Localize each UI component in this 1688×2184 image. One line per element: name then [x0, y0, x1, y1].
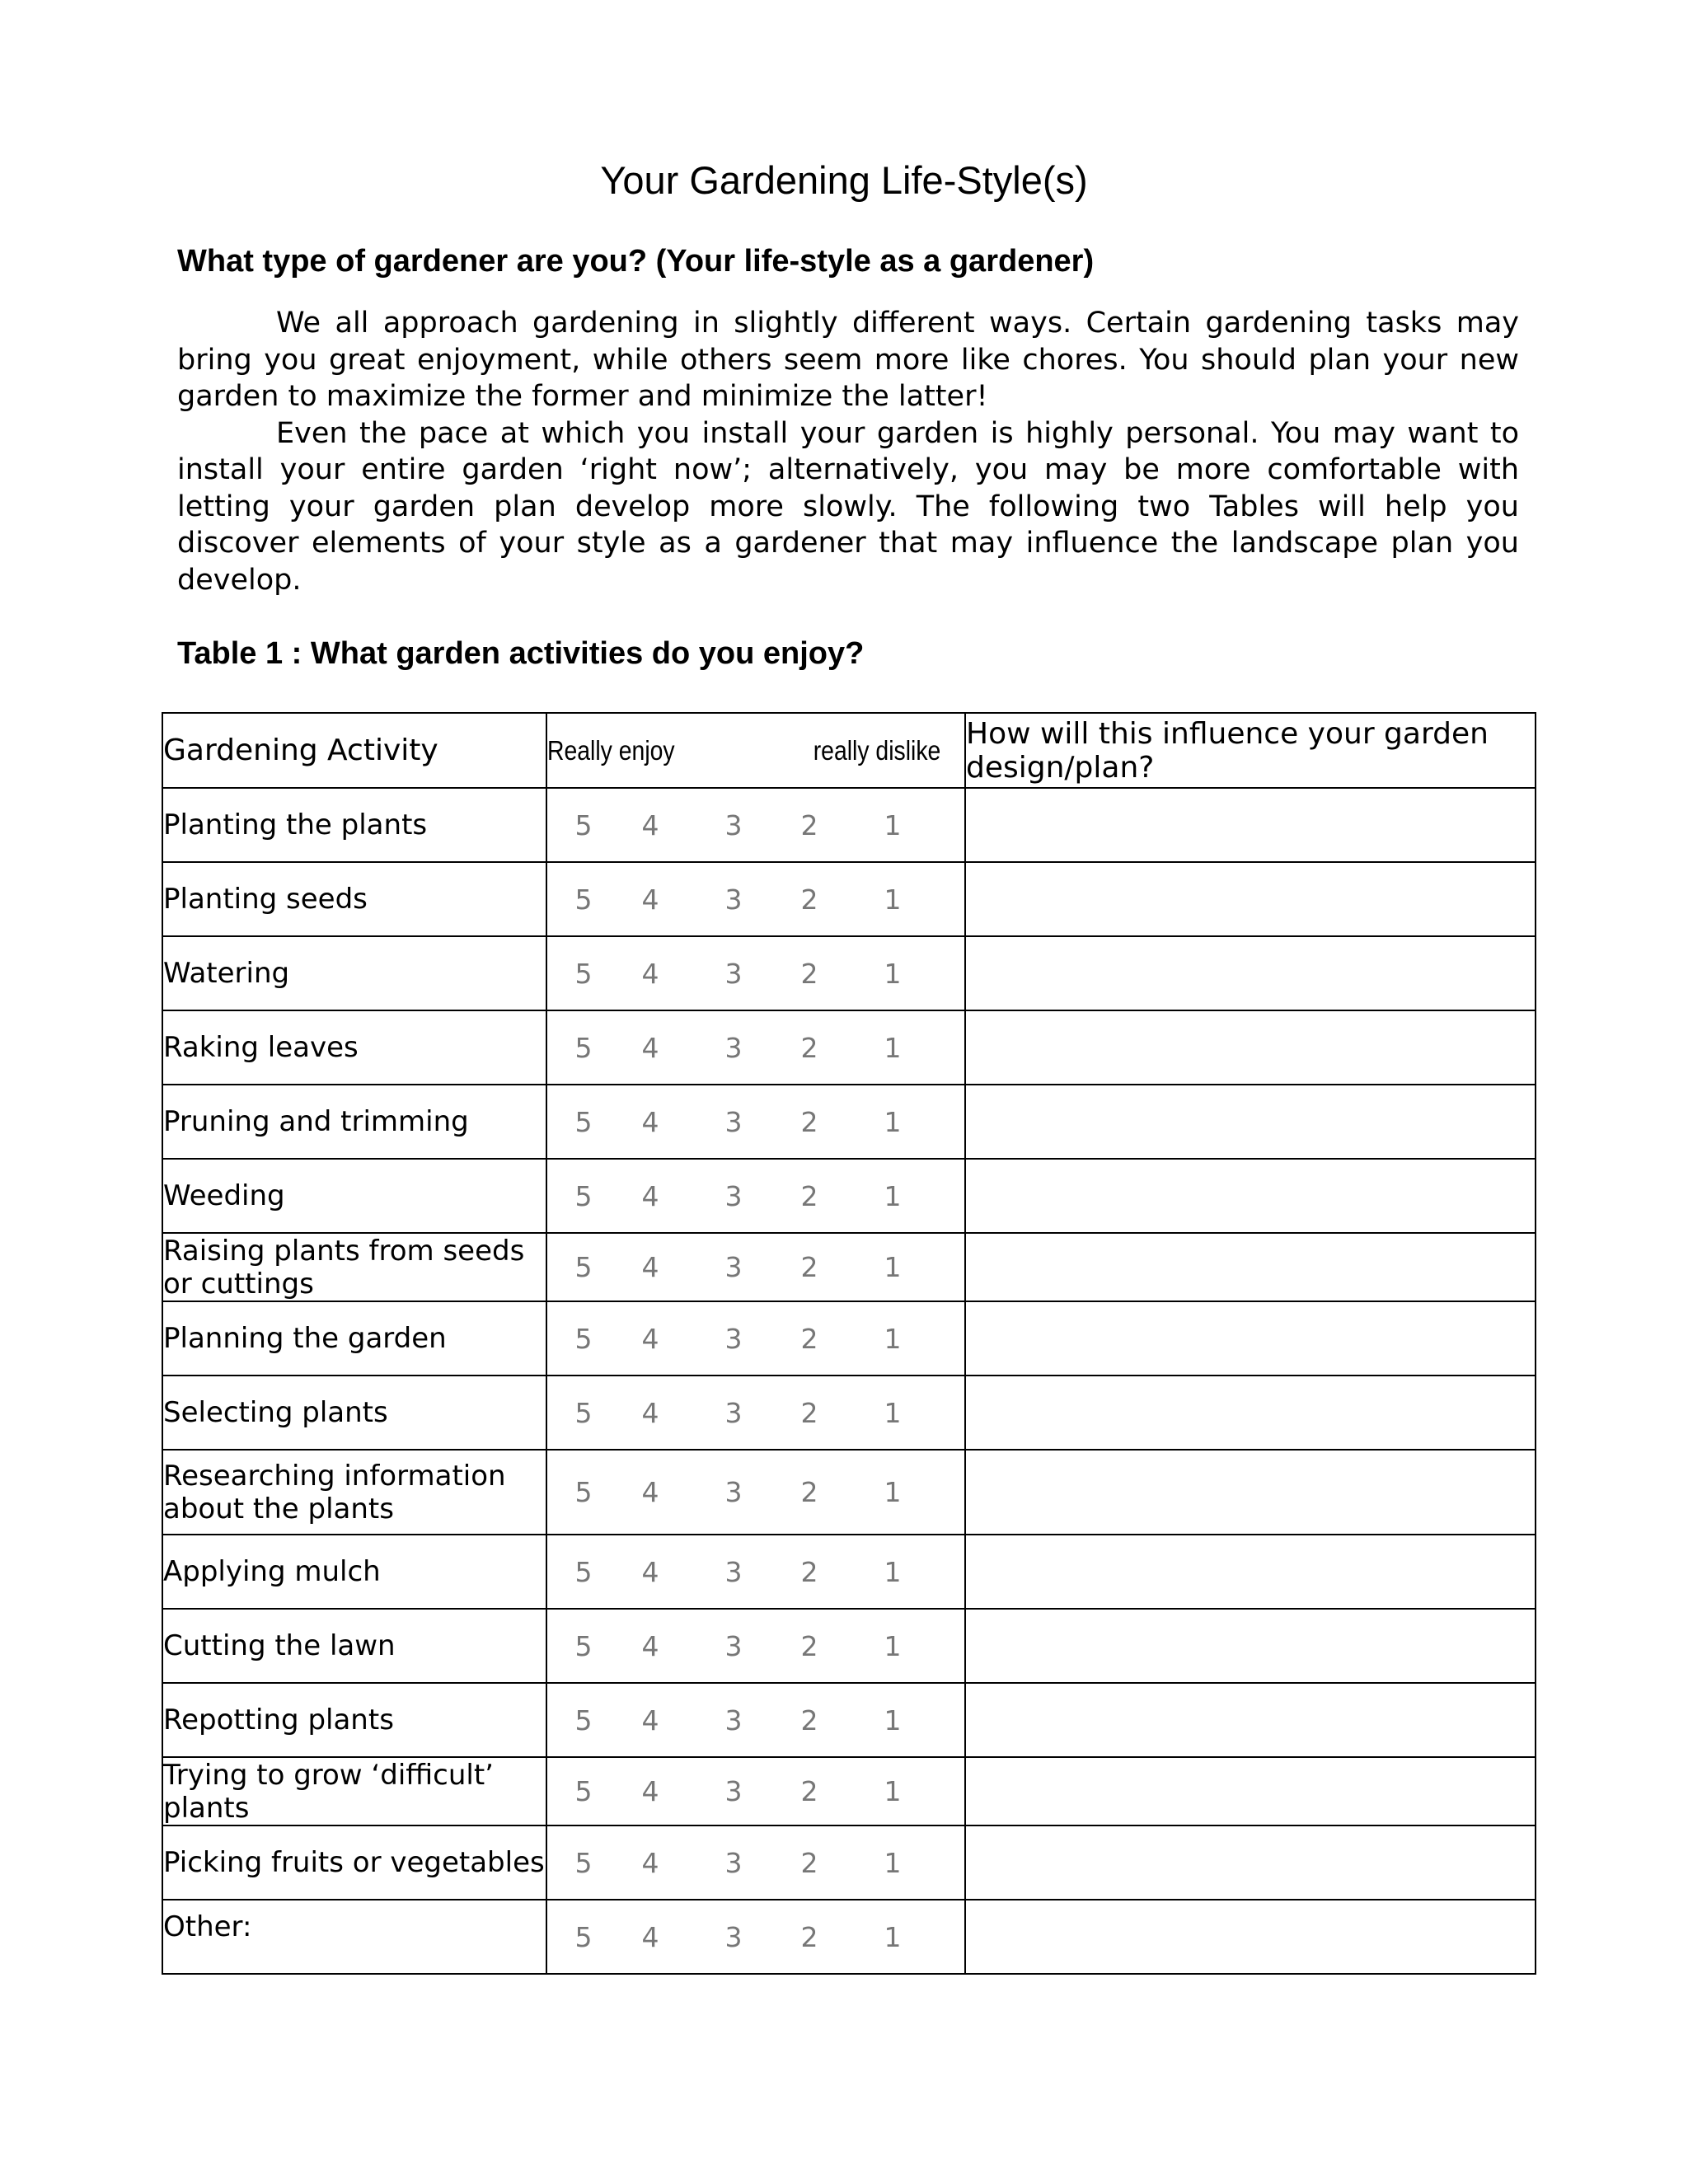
- table-body: [162, 788, 1536, 1974]
- rating-options: [547, 1704, 964, 1736]
- influence-answer-cell[interactable]: [965, 1609, 1536, 1683]
- rating-option[interactable]: 5: [574, 808, 593, 841]
- rating-option[interactable]: 1: [884, 1031, 902, 1064]
- rating-cell[interactable]: [546, 1376, 965, 1450]
- rating-option[interactable]: 4: [641, 1629, 659, 1662]
- influence-answer-cell[interactable]: [965, 1757, 1536, 1825]
- influence-answer-cell[interactable]: [965, 1376, 1536, 1450]
- influence-answer-cell[interactable]: [965, 936, 1536, 1010]
- influence-answer-cell[interactable]: [965, 1301, 1536, 1376]
- table-row: [162, 1376, 1536, 1450]
- activity-cell: Applying mulch: [162, 1535, 546, 1609]
- table-row: [162, 1757, 1536, 1825]
- rating-option[interactable]: 4: [641, 957, 659, 990]
- rating-option[interactable]: 3: [724, 1031, 743, 1064]
- table-row: [162, 1085, 1536, 1159]
- rating-option[interactable]: 1: [884, 1396, 902, 1429]
- section-subheading: What type of gardener are you? (Your life-style as a gardener): [177, 244, 1095, 279]
- table-header-row: [162, 713, 1536, 788]
- rating-cell[interactable]: [546, 1900, 965, 1974]
- rating-option[interactable]: 3: [724, 883, 743, 916]
- rating-option[interactable]: 5: [574, 1704, 593, 1736]
- table-row: [162, 862, 1536, 936]
- rating-options: [547, 1032, 964, 1064]
- table-row: [162, 1159, 1536, 1233]
- rating-option[interactable]: 3: [724, 1629, 743, 1662]
- rating-option[interactable]: 1: [884, 1555, 902, 1588]
- table-row: [162, 1010, 1536, 1085]
- influence-answer-cell[interactable]: [965, 1683, 1536, 1757]
- rating-option[interactable]: 5: [574, 1179, 593, 1212]
- rating-options: [547, 883, 964, 916]
- activity-cell: Selecting plants: [162, 1376, 546, 1450]
- rating-cell[interactable]: [546, 1683, 965, 1757]
- rating-option[interactable]: 5: [574, 1476, 593, 1508]
- table-row: [162, 1535, 1536, 1609]
- rating-option[interactable]: 5: [574, 1105, 593, 1138]
- influence-answer-cell[interactable]: [965, 1233, 1536, 1301]
- rating-option[interactable]: 2: [800, 1322, 818, 1355]
- table-heading: Table 1 : What garden activities do you enjoy?: [177, 636, 865, 671]
- rating-option[interactable]: 2: [800, 1031, 818, 1064]
- activity-cell: Planting seeds: [162, 862, 546, 936]
- rating-option[interactable]: 1: [884, 1476, 902, 1508]
- rating-cell[interactable]: [546, 1535, 965, 1609]
- table-row: [162, 788, 1536, 862]
- rating-option[interactable]: 4: [641, 1251, 659, 1283]
- table-row: [162, 1450, 1536, 1535]
- rating-option[interactable]: 5: [574, 1920, 593, 1953]
- activity-cell: Planting the plants: [162, 788, 546, 862]
- table-row: [162, 1683, 1536, 1757]
- rating-options: [547, 1476, 964, 1508]
- header-influence: How will this influence your garden design/plan?: [965, 713, 1536, 788]
- rating-option[interactable]: 4: [641, 1476, 659, 1508]
- rating-option[interactable]: 5: [574, 1251, 593, 1283]
- header-dislike-label: really dislike: [813, 734, 941, 766]
- activity-cell: Raising plants from seeds or cuttings: [162, 1233, 546, 1301]
- rating-option[interactable]: 1: [884, 1179, 902, 1212]
- rating-option[interactable]: 2: [800, 1476, 818, 1508]
- header-enjoy-label: Really enjoy: [547, 734, 675, 766]
- table-row: [162, 1825, 1536, 1900]
- rating-cell[interactable]: [546, 1010, 965, 1085]
- rating-option[interactable]: 4: [641, 1704, 659, 1736]
- influence-answer-cell[interactable]: [965, 862, 1536, 936]
- rating-option[interactable]: 2: [800, 808, 818, 841]
- rating-cell[interactable]: [546, 1825, 965, 1900]
- rating-option[interactable]: 4: [641, 1322, 659, 1355]
- rating-options: [547, 1921, 964, 1953]
- influence-answer-cell[interactable]: [965, 1535, 1536, 1609]
- rating-option[interactable]: 3: [724, 1846, 743, 1879]
- table-row: [162, 1900, 1536, 1974]
- rating-option[interactable]: 4: [641, 1920, 659, 1953]
- rating-cell[interactable]: [546, 1085, 965, 1159]
- rating-option[interactable]: 3: [724, 1322, 743, 1355]
- rating-cell[interactable]: [546, 862, 965, 936]
- rating-options: [547, 958, 964, 990]
- rating-option[interactable]: 1: [884, 1775, 902, 1807]
- influence-answer-cell[interactable]: [965, 1825, 1536, 1900]
- rating-option[interactable]: 3: [724, 808, 743, 841]
- rating-options: [547, 809, 964, 841]
- rating-option[interactable]: 2: [800, 1555, 818, 1588]
- influence-answer-cell[interactable]: [965, 788, 1536, 862]
- rating-option[interactable]: 3: [724, 1105, 743, 1138]
- rating-cell[interactable]: [546, 1609, 965, 1683]
- activity-cell: Planning the garden: [162, 1301, 546, 1376]
- rating-options: [547, 1630, 964, 1662]
- activity-cell: Weeding: [162, 1159, 546, 1233]
- rating-option[interactable]: 3: [724, 1476, 743, 1508]
- rating-option[interactable]: 2: [800, 1251, 818, 1283]
- activity-cell: Watering: [162, 936, 546, 1010]
- rating-options: [547, 1323, 964, 1355]
- rating-option[interactable]: 2: [800, 1775, 818, 1807]
- rating-option[interactable]: 4: [641, 1775, 659, 1807]
- rating-options: [547, 1397, 964, 1429]
- page-title: Your Gardening Life-Style(s): [600, 158, 1088, 202]
- rating-options: [547, 1847, 964, 1879]
- activity-cell: Cutting the lawn: [162, 1609, 546, 1683]
- intro-paragraph-2: Even the pace at which you install your garden is highly personal. You may want to install your entire garden ‘right now’; alternatively, you may be more comfortable with letting your garden plan develop more slowly. The following two Tables will help you discover elements of your style as a gardener that may influence the landscape plan you develop.: [177, 416, 1519, 597]
- rating-option[interactable]: 5: [574, 1846, 593, 1879]
- rating-option[interactable]: 2: [800, 1920, 818, 1953]
- rating-option[interactable]: 1: [884, 808, 902, 841]
- rating-cell[interactable]: [546, 1301, 965, 1376]
- rating-option[interactable]: 1: [884, 1629, 902, 1662]
- rating-options: [547, 1106, 964, 1138]
- influence-answer-cell[interactable]: [965, 1159, 1536, 1233]
- rating-options: [547, 1556, 964, 1588]
- rating-cell[interactable]: [546, 936, 965, 1010]
- rating-option[interactable]: 2: [800, 1704, 818, 1736]
- rating-cell[interactable]: [546, 788, 965, 862]
- rating-option[interactable]: 5: [574, 1555, 593, 1588]
- rating-option[interactable]: 3: [724, 1396, 743, 1429]
- influence-answer-cell[interactable]: [965, 1900, 1536, 1974]
- rating-option[interactable]: 4: [641, 1179, 659, 1212]
- rating-option[interactable]: 3: [724, 1920, 743, 1953]
- intro-text: [177, 305, 1519, 598]
- influence-answer-cell[interactable]: [965, 1450, 1536, 1535]
- rating-cell[interactable]: [546, 1233, 965, 1301]
- rating-option[interactable]: 5: [574, 1629, 593, 1662]
- rating-option[interactable]: 3: [724, 1704, 743, 1736]
- rating-option[interactable]: 4: [641, 1555, 659, 1588]
- rating-option[interactable]: 4: [641, 883, 659, 916]
- table-row: [162, 1301, 1536, 1376]
- activity-cell: Raking leaves: [162, 1010, 546, 1085]
- header-activity: Gardening Activity: [162, 713, 546, 788]
- activity-cell: Other:: [162, 1900, 546, 1974]
- influence-answer-cell[interactable]: [965, 1010, 1536, 1085]
- activity-cell: Repotting plants: [162, 1683, 546, 1757]
- rating-option[interactable]: 3: [724, 1775, 743, 1807]
- rating-cell[interactable]: [546, 1757, 965, 1825]
- activity-cell: Pruning and trimming: [162, 1085, 546, 1159]
- rating-option[interactable]: 2: [800, 883, 818, 916]
- rating-option[interactable]: 3: [724, 1179, 743, 1212]
- rating-option[interactable]: 5: [574, 1775, 593, 1807]
- rating-option[interactable]: 3: [724, 1251, 743, 1283]
- rating-option[interactable]: 1: [884, 1704, 902, 1736]
- rating-option[interactable]: 1: [884, 1920, 902, 1953]
- rating-option[interactable]: 1: [884, 1322, 902, 1355]
- rating-cell[interactable]: [546, 1159, 965, 1233]
- rating-options: [547, 1775, 964, 1807]
- rating-option[interactable]: 1: [884, 957, 902, 990]
- activities-table: [162, 712, 1536, 1975]
- rating-option[interactable]: 4: [641, 1031, 659, 1064]
- rating-option[interactable]: 3: [724, 1555, 743, 1588]
- rating-option[interactable]: 1: [884, 1846, 902, 1879]
- rating-option[interactable]: 4: [641, 1105, 659, 1138]
- table-row: [162, 1233, 1536, 1301]
- activity-cell: Trying to grow ‘difficult’ plants: [162, 1757, 546, 1825]
- rating-options: [547, 1180, 964, 1212]
- rating-option[interactable]: 4: [641, 808, 659, 841]
- rating-option[interactable]: 5: [574, 1322, 593, 1355]
- rating-option[interactable]: 1: [884, 883, 902, 916]
- influence-answer-cell[interactable]: [965, 1085, 1536, 1159]
- table-row: [162, 1609, 1536, 1683]
- activity-cell: Researching information about the plants: [162, 1450, 546, 1535]
- rating-option[interactable]: 1: [884, 1251, 902, 1283]
- rating-option[interactable]: 5: [574, 1031, 593, 1064]
- rating-option[interactable]: 2: [800, 1396, 818, 1429]
- rating-option[interactable]: 5: [574, 883, 593, 916]
- rating-option[interactable]: 5: [574, 957, 593, 990]
- rating-option[interactable]: 4: [641, 1396, 659, 1429]
- rating-option[interactable]: 2: [800, 1105, 818, 1138]
- header-rating-scale: [546, 713, 965, 788]
- rating-option[interactable]: 2: [800, 957, 818, 990]
- rating-option[interactable]: 3: [724, 957, 743, 990]
- rating-options: [547, 1251, 964, 1283]
- activity-cell: Picking fruits or vegetables: [162, 1825, 546, 1900]
- rating-option[interactable]: 2: [800, 1629, 818, 1662]
- rating-cell[interactable]: [546, 1450, 965, 1535]
- rating-option[interactable]: 2: [800, 1179, 818, 1212]
- intro-paragraph-1: We all approach gardening in slightly different ways. Certain gardening tasks may bring you great enjoyment, while others seem more like chores. You should plan your new garden to maximize the former and minimize the latter!: [177, 307, 1519, 413]
- table-row: [162, 936, 1536, 1010]
- rating-option[interactable]: 4: [641, 1846, 659, 1879]
- rating-option[interactable]: 5: [574, 1396, 593, 1429]
- rating-option[interactable]: 1: [884, 1105, 902, 1138]
- rating-option[interactable]: 2: [800, 1846, 818, 1879]
